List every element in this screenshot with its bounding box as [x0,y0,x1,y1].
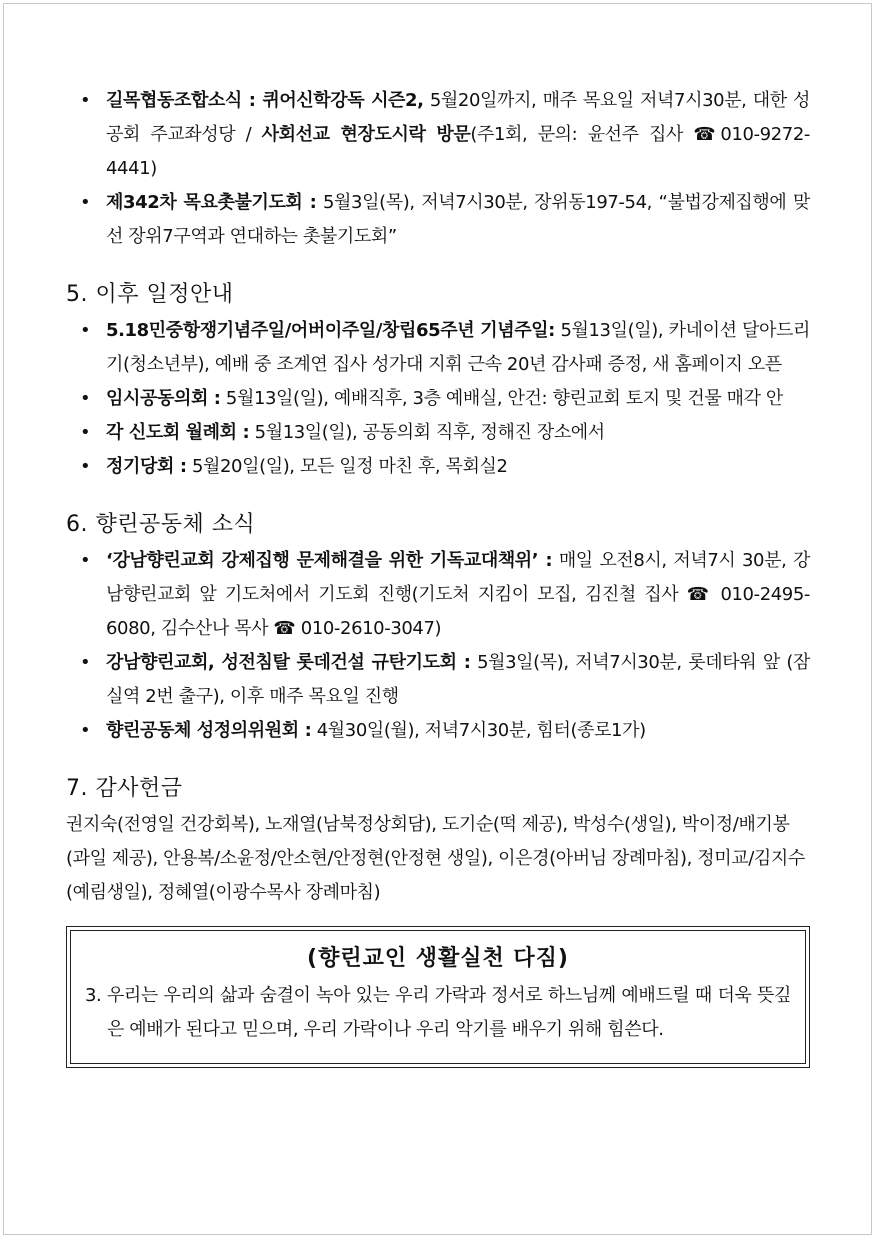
section-title: 6. 향린공동체 소식 [66,512,256,537]
list-item [66,314,810,382]
item-text: 5월3일(목), 저녁7시30분, 장위동197-54, “불법강제집행에 맞선 장위7구역과 연대하는 촛불기도회” [106,192,810,247]
item-heading: 정기당회 : [106,456,187,477]
bullet: • [80,192,91,213]
item-heading: 길목협동조합소식 : 퀴어신학강독 시즌2, [106,90,424,111]
list-item [66,646,810,714]
item-text: 5월13일(일), 카네이션 달아드리기(청소년부), 예배 중 조계연 집사 성가대 지휘 근속 20년 감사패 증정, 새 홈페이지 오픈 [106,320,810,375]
list-item [66,544,810,646]
section-title: 5. 이후 일정안내 [66,282,234,307]
offering-list: 권지숙(전영일 건강회복), 노재열(남북정상회담), 도기순(떡 제공), 박성수(생일), 박이정/배기봉(과일 제공), 안용복/소윤정/안소현/안정현(안정현 생일), 이은경(아버님 장례마침), 정미교/김지수(예림생일), 정혜열(이광수목사 장례마침) [66,814,805,903]
item-heading: 강남향린교회, 성전침탈 롯데건설 규탄기도회 : [106,652,471,673]
bullet: • [80,456,91,477]
list-item [66,84,810,186]
item-heading: ‘강남향린교회 강제집행 문제해결을 위한 기독교대책위’ : [106,550,553,571]
notice-box [66,926,810,1068]
item-text: 5월13일(일), 공동의회 직후, 정해진 장소에서 [249,422,605,443]
item-text: (주1회, 문의: 윤선주 집사 ☎010-9272-4441) [106,124,810,179]
item-text: 5월20일(일), 모든 일정 마친 후, 목회실2 [186,456,508,477]
item-heading: 제342차 목요촛불기도회 : [106,192,317,213]
bullet: • [80,422,91,443]
item-heading: 5.18민중항쟁기념주일/어버이주일/창립65주년 기념주일: [106,320,555,341]
item-text: 5월3일(목), 저녁7시30분, 롯데타워 앞 (잠실역 2번 출구), 이후 매주 목요일 진행 [106,652,810,707]
bullet: • [80,90,91,111]
list-item [66,416,810,450]
notice-text: 3. 우리는 우리의 삶과 숨결이 녹아 있는 우리 가락과 정서로 하느님께 예배드릴 때 더욱 뜻깊은 예배가 된다고 믿으며, 우리 가락이나 우리 악기를 배우기 위해 힘쓴다. [85,985,791,1040]
item-heading: 향린공동체 성정의위원회 : [106,720,312,741]
item-heading: 각 신도회 월례회 : [106,422,250,443]
bullet: • [80,652,91,673]
notice-title: (향린교인 생활실천 다짐) [307,946,569,971]
item-heading: 사회선교 현장도시락 방문 [261,124,471,145]
list-item [66,382,810,416]
section-title: 7. 감사헌금 [66,776,183,801]
bullet: • [80,550,91,571]
item-text: 4월30일(월), 저녁7시30분, 힘터(종로1가) [311,720,646,741]
item-text: 매일 오전8시, 저녁7시 30분, 강남향린교회 앞 기도처에서 기도회 진행(기도처 지킴이 모집, 김진철 집사 ☎ 010-2495-6080, 김수산나 목사 ☎ 010-2610-3047) [106,550,811,639]
list-item [66,186,810,254]
list-item [66,714,810,748]
item-text: 5월13일(일), 예배직후, 3층 예배실, 안건: 향린교회 토지 및 건물 매각 안 [220,388,783,409]
bullet: • [80,720,91,741]
notice-inner [70,930,806,1064]
list-item [66,450,810,484]
bullet: • [80,388,91,409]
bulletin-content [66,84,810,1068]
item-text: 5월20일까지, 매주 목요일 저녁7시30분, 대한 성공회 주교좌성당 / [106,90,810,145]
bullet: • [80,320,91,341]
item-heading: 임시공동의회 : [106,388,221,409]
